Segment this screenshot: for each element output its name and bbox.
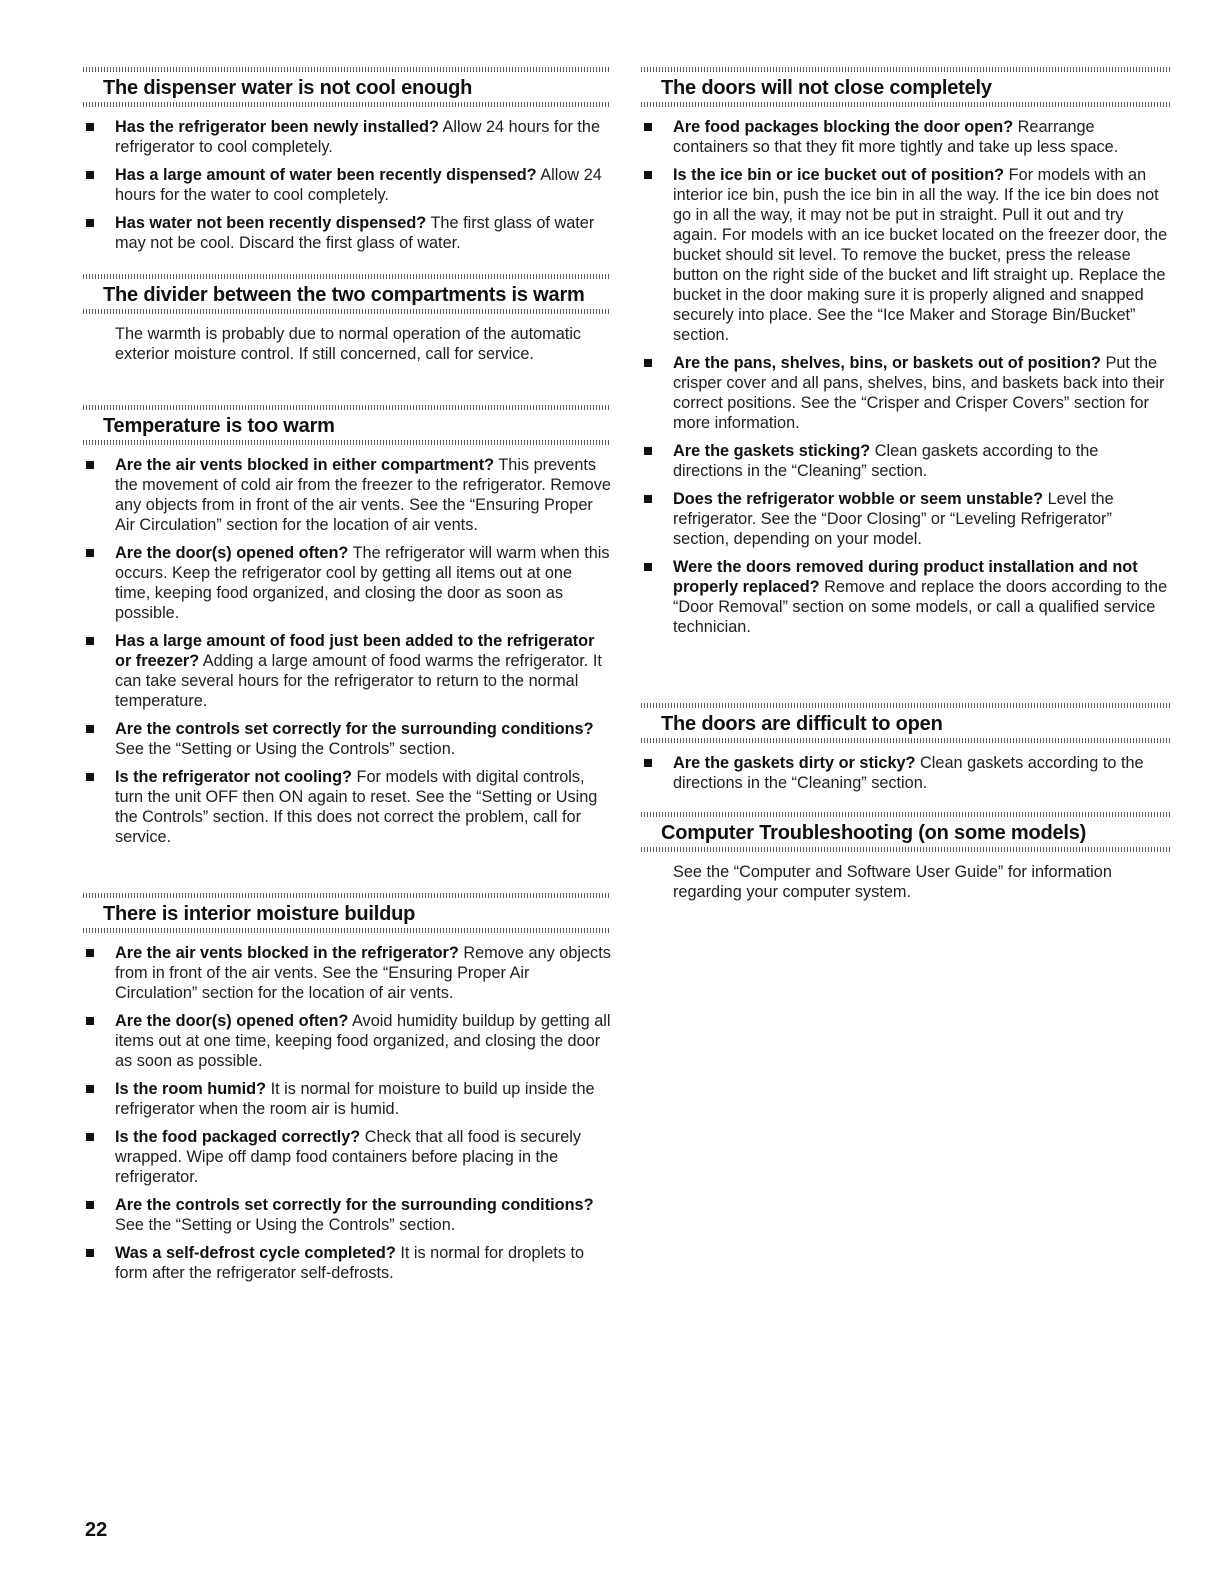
section-heading: The doors are difficult to open [661,713,943,735]
list-item [83,631,611,711]
item-answer: Put the crisper cover and all pans, shelves, bins, and baskets back into their correct positions. See the “Crisper and Crisper Covers” section for more information. [673,354,1165,432]
item-question: Are the gaskets sticking? [673,442,871,460]
item-answer: This prevents the movement of cold air from the freezer to the refrigerator. Remove any objects from in front of the air vents. See the “Ensuring Proper Air Circulation” section for the location of air vents. [115,456,611,534]
section-rule-bottom [83,102,611,107]
square-bullet-icon [644,123,652,131]
section-doors-difficult [641,703,1171,801]
section-computer-troubleshooting [641,812,1171,902]
list-item [83,543,611,623]
item-question: Is the refrigerator not cooling? [115,768,353,786]
square-bullet-icon [86,123,94,131]
item-question: Has a large amount of water been recently dispensed? [115,166,537,184]
item-question: Is the ice bin or ice bucket out of position? [673,166,1005,184]
list-item [641,753,1171,793]
item-answer: See the “Setting or Using the Controls” section. [115,1216,456,1234]
section-heading: There is interior moisture buildup [103,903,416,925]
list-item [83,1011,611,1071]
square-bullet-icon [644,563,652,571]
section-rule-bottom [641,102,1171,107]
item-answer: Clean gaskets according to the directions in the “Cleaning” section. [673,754,1144,792]
item-question: Does the refrigerator wobble or seem unstable? [673,490,1044,508]
section-rule-bottom [83,928,611,933]
square-bullet-icon [86,1085,94,1093]
list-item [83,767,611,847]
item-question: Are the air vents blocked in the refrigerator? [115,944,459,962]
section-rule-top [641,812,1171,817]
square-bullet-icon [86,219,94,227]
item-list [641,117,1171,637]
item-answer: Adding a large amount of food warms the refrigerator. It can take several hours for the refrigerator to return to the normal temperature. [115,652,602,710]
square-bullet-icon [644,759,652,767]
section-rule-top [641,703,1171,708]
list-item [641,441,1171,481]
item-answer: Avoid humidity buildup by getting all items out at one time, keeping food organized, and closing the door as soon as possible. [115,1012,611,1070]
item-question: Are the controls set correctly for the surrounding conditions? [115,720,594,738]
section-heading: The divider between the two compartments is warm [103,284,585,306]
section-heading: The doors will not close completely [661,77,992,99]
item-answer: Level the refrigerator. See the “Door Closing” or “Leveling Refrigerator” section, depending on your model. [673,490,1114,548]
item-answer: See the “Setting or Using the Controls” section. [115,740,456,758]
section-doors-not-close [641,67,1171,645]
list-item [83,213,611,253]
square-bullet-icon [86,1133,94,1141]
item-answer: Clean gaskets according to the directions in the “Cleaning” section. [673,442,1099,480]
section-rule-top [641,67,1171,72]
section-rule-top [83,274,611,279]
section-rule-top [83,67,611,72]
square-bullet-icon [644,171,652,179]
section-heading: The dispenser water is not cool enough [103,77,473,99]
section-rule-bottom [83,309,611,314]
item-question: Are the controls set correctly for the surrounding conditions? [115,1196,594,1214]
item-question: Are the door(s) opened often? [115,544,349,562]
square-bullet-icon [86,1201,94,1209]
item-question: Has water not been recently dispensed? [115,214,427,232]
section-heading: Temperature is too warm [103,415,335,437]
section-rule-bottom [83,440,611,445]
list-item [83,1079,611,1119]
square-bullet-icon [644,495,652,503]
item-question: Are the gaskets dirty or sticky? [673,754,916,772]
item-question: Are the pans, shelves, bins, or baskets out of position? [673,354,1101,372]
square-bullet-icon [86,1017,94,1025]
item-answer: Remove and replace the doors according to the “Door Removal” section on some models, or call a qualified service technician. [673,578,1168,636]
square-bullet-icon [86,637,94,645]
section-rule-top [83,893,611,898]
section-rule-bottom [641,847,1171,852]
item-list [641,753,1171,793]
section-temperature-warm [83,405,611,855]
list-item [641,489,1171,549]
item-question: Were the doors removed during product installation and not properly replaced? [673,558,1138,596]
list-item [641,165,1171,345]
section-paragraph: See the “Computer and Software User Guide” for information regarding your computer system. [673,863,1112,901]
list-item [83,719,611,759]
section-rule-bottom [641,738,1171,743]
item-question: Are the door(s) opened often? [115,1012,349,1030]
item-question: Is the room humid? [115,1080,267,1098]
list-item [641,557,1171,637]
item-answer: Remove any objects from in front of the air vents. See the “Ensuring Proper Air Circulation” section for the location of air vents. [115,944,611,1002]
list-item [83,1243,611,1283]
section-paragraph: The warmth is probably due to normal operation of the automatic exterior moisture control. If still concerned, call for service. [115,325,582,363]
item-answer: It is normal for droplets to form after the refrigerator self-defrosts. [115,1244,585,1282]
item-question: Was a self-defrost cycle completed? [115,1244,396,1262]
section-heading: Computer Troubleshooting (on some models) [661,822,1087,844]
square-bullet-icon [86,461,94,469]
item-answer: The refrigerator will warm when this occurs. Keep the refrigerator cool by getting all items out at one time, keeping food organized, and closing the door as soon as possible. [115,544,610,622]
item-answer: For models with an interior ice bin, push the ice bin in all the way. If the ice bin does not go in all the way, it may not be put in straight. Pull it out and try again. For models with an ice bucket located on the freezer door, the bucket should sit level. To remove the bucket, press the release button on the right side of the bucket and lift straight up. Replace the bucket in the door making sure it is properly aligned and snapped securely into place. See the “Ice Maker and Storage Bin/Bucket” section. [673,166,1168,344]
list-item [83,1195,611,1235]
item-list [83,117,611,253]
square-bullet-icon [86,549,94,557]
section-interior-moisture [83,893,611,1291]
list-item [83,1127,611,1187]
section-dispenser-water [83,67,611,261]
item-answer: It is normal for moisture to build up inside the refrigerator when the room air is humid. [115,1080,595,1118]
item-answer: Check that all food is securely wrapped. Wipe off damp food containers before placing in the refrigerator. [115,1128,582,1186]
item-answer: For models with digital controls, turn the unit OFF then ON again to reset. See the “Setting or Using the Controls” section. If this does not correct the problem, call for service. [115,768,598,846]
item-question: Are the air vents blocked in either compartment? [115,456,495,474]
page-number: 22 [85,1519,108,1541]
square-bullet-icon [644,359,652,367]
list-item [641,353,1171,433]
square-bullet-icon [86,725,94,733]
item-question: Are food packages blocking the door open? [673,118,1014,136]
item-list [83,455,611,847]
item-question: Is the food packaged correctly? [115,1128,361,1146]
item-answer: The first glass of water may not be cool. Discard the first glass of water. [115,214,595,252]
item-question: Has the refrigerator been newly installed? [115,118,439,136]
section-rule-top [83,405,611,410]
square-bullet-icon [86,1249,94,1257]
list-item [83,455,611,535]
item-answer: Rearrange containers so that they fit more tightly and take up less space. [673,118,1119,156]
square-bullet-icon [86,171,94,179]
item-answer: Allow 24 hours for the water to cool completely. [115,166,602,204]
item-question: Has a large amount of food just been added to the refrigerator or freezer? [115,632,595,670]
list-item [83,117,611,157]
square-bullet-icon [86,949,94,957]
square-bullet-icon [644,447,652,455]
list-item [83,943,611,1003]
item-list [83,943,611,1283]
square-bullet-icon [86,773,94,781]
list-item [641,117,1171,157]
list-item [83,165,611,205]
item-answer: Allow 24 hours for the refrigerator to cool completely. [115,118,601,156]
section-divider-warm [83,274,611,364]
